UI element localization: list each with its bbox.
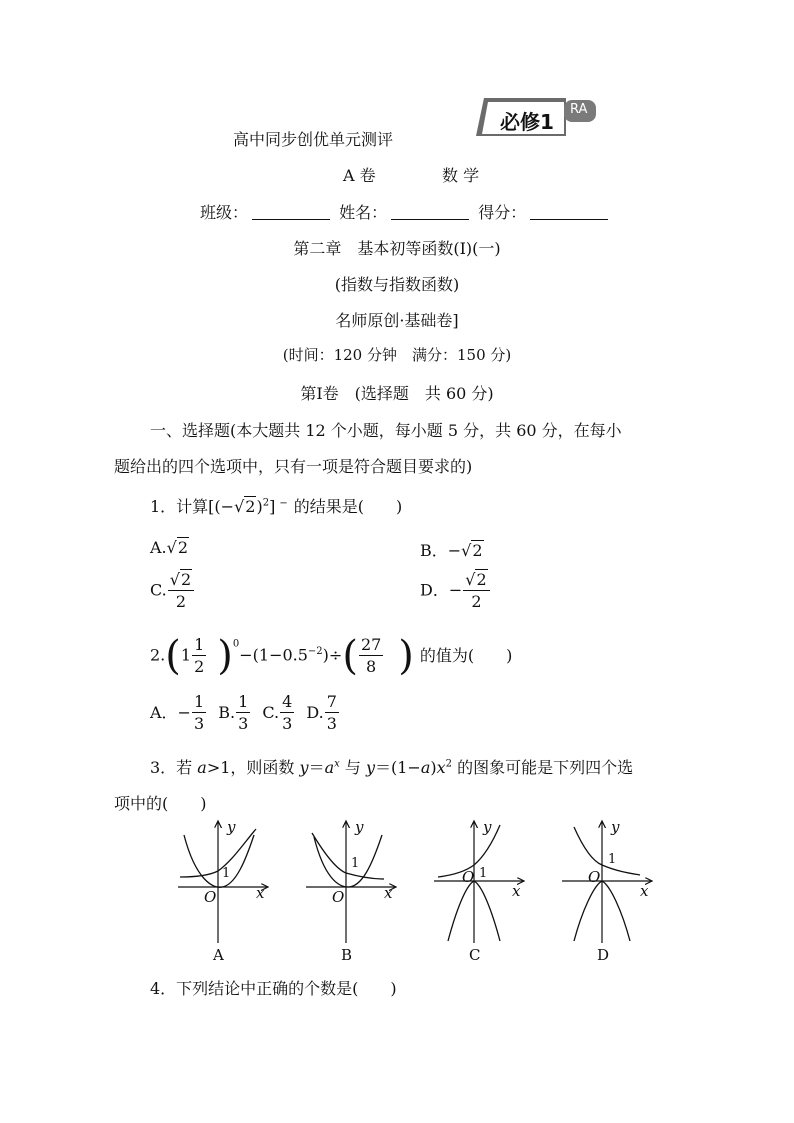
q2-tail: 的值为( ) xyxy=(419,645,513,665)
graph-a-label: A xyxy=(213,946,224,964)
score-label: 得分： xyxy=(478,203,527,222)
graph-a-x: x xyxy=(256,884,265,902)
graph-c-y: y xyxy=(483,818,492,836)
question-1: 1．计算$[(-√2)^2]$ − 的结果是( ) xyxy=(150,497,403,516)
part-title: 第Ⅰ卷 (选择题 共 60 分) xyxy=(300,384,494,403)
graph-c[interactable] xyxy=(434,821,524,943)
volume-label: A 卷 xyxy=(343,166,376,185)
graph-c-label: C xyxy=(469,946,481,964)
graph-c-origin: O xyxy=(462,868,475,886)
q1-option-d[interactable]: D．− $\frac{√2}{2}$ xyxy=(420,572,491,610)
time-score: (时间：120 分钟 满分：150 分) xyxy=(282,346,512,364)
section-heading-line1: 一、选择题(本大题共 12 个小题，每小题 5 分，共 60 分，在每小 xyxy=(150,421,622,440)
q1-option-a[interactable]: A.√2 xyxy=(150,538,189,557)
class-field[interactable] xyxy=(252,205,330,220)
score-field[interactable] xyxy=(530,205,608,220)
q1-sqrt: √2 xyxy=(234,497,256,516)
q1-tail: 的结果是( ) xyxy=(293,497,403,516)
graph-a[interactable] xyxy=(178,821,268,943)
question-2: 2.(1 $\frac{1}{2}$ )$^0-(1-0.5^{-2})\div$( $\frac{27}{8}$ ) 的值为( ) xyxy=(150,633,513,679)
graph-b-label: B xyxy=(341,946,353,964)
graph-d-origin: O xyxy=(588,868,601,886)
chapter-subtitle: (指数与指数函数) xyxy=(334,275,460,294)
q2-options xyxy=(150,694,340,732)
q3-graphs xyxy=(170,815,660,965)
badge-logo xyxy=(474,96,598,144)
graph-b[interactable] xyxy=(306,821,396,943)
graph-c-one: 1 xyxy=(479,866,488,881)
graph-d[interactable] xyxy=(562,821,652,943)
badge-tag: RA xyxy=(570,102,588,117)
graph-d-label: D xyxy=(597,946,610,964)
graph-a-one: 1 xyxy=(222,866,231,881)
source-label: 名师原创·基础卷] xyxy=(335,311,459,330)
q2-option-a[interactable]: A．− $\frac{1}{3}$ xyxy=(150,692,205,733)
question-4: 4．下列结论中正确的个数是( ) xyxy=(150,979,397,998)
chapter-title: 第二章 基本初等函数(Ⅰ)(一) xyxy=(293,239,501,258)
graph-d-x: x xyxy=(640,882,649,900)
info-row xyxy=(200,200,612,223)
graph-b-origin: O xyxy=(332,888,345,906)
q1-option-c[interactable]: C. $\frac{√2}{2}$ xyxy=(150,572,195,610)
q2-option-c[interactable]: C. $\frac{4}{3}$ xyxy=(262,692,293,733)
graph-b-one: 1 xyxy=(351,856,360,871)
section-heading-line2: 题给出的四个选项中，只有一项是符合题目要求的) xyxy=(114,457,473,476)
q2-option-b[interactable]: B. $\frac{1}{3}$ xyxy=(218,692,249,733)
q1-stem: 1．计算[(− xyxy=(150,497,235,516)
subject-label: 数 学 xyxy=(442,166,480,185)
badge-text: 必修1 xyxy=(500,110,554,134)
graph-b-x: x xyxy=(384,884,393,902)
question-3-line1: 3．若 a>1，则函数 $y=a^x$ 与 $y=(1-a)x^2$ 的图象可能是下列四个选 xyxy=(150,758,634,777)
graph-c-x: x xyxy=(512,882,521,900)
graph-b-y: y xyxy=(355,818,364,836)
class-label: 班级： xyxy=(200,203,249,222)
graph-a-origin: O xyxy=(204,888,217,906)
graph-a-y: y xyxy=(227,818,236,836)
name-field[interactable] xyxy=(391,205,469,220)
question-3-line2: 项中的( ) xyxy=(114,794,207,813)
series-title: 高中同步创优单元测评 xyxy=(233,130,394,149)
graph-d-y: y xyxy=(611,818,620,836)
q1-option-b[interactable]: B．−√2 xyxy=(420,541,483,560)
name-label: 姓名： xyxy=(339,203,388,222)
graph-d-one: 1 xyxy=(608,852,617,867)
q2-option-d[interactable]: D. $\frac{7}{3}$ xyxy=(306,692,337,733)
